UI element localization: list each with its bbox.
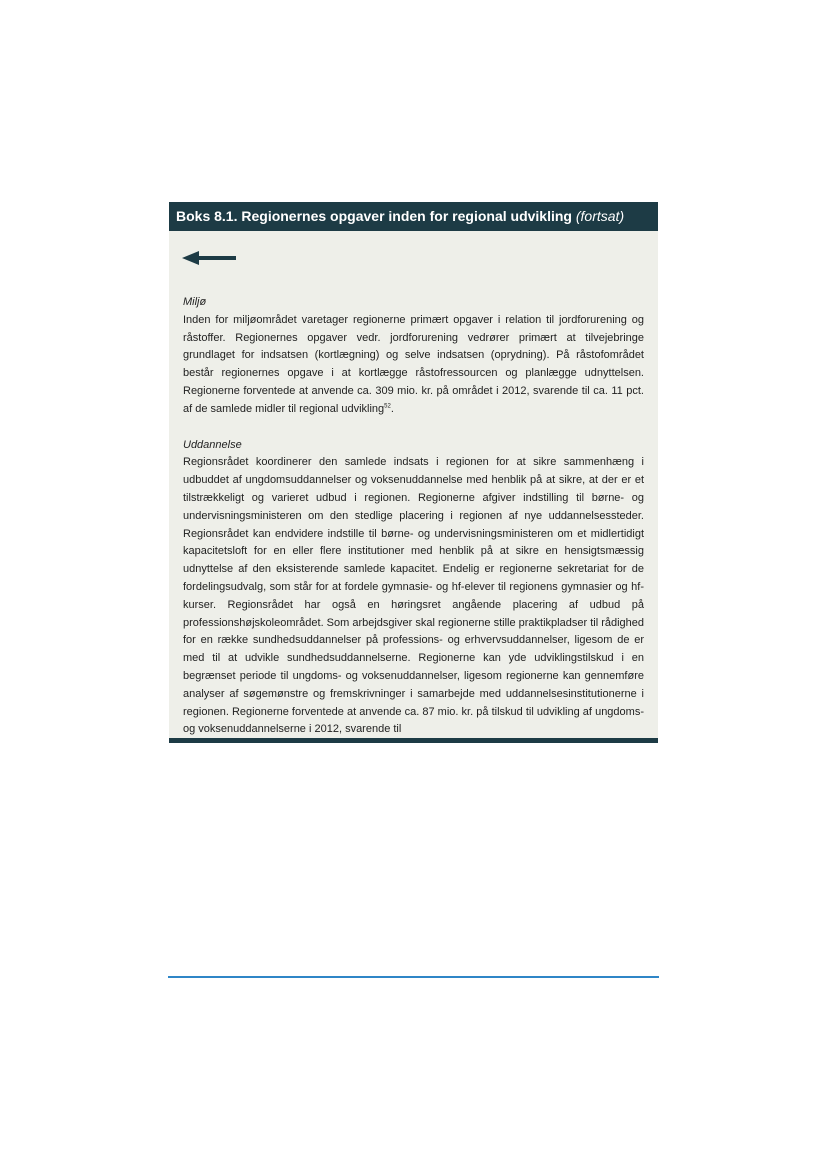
section-text-uddannelse: Regionsrådet koordinerer den samlede indsats i regionen for at sikre sammenhæng i udbuddet af ungdomsuddannelser og voksenuddannelse med henblik på at sikre, at der er et tilstrækkeligt og varieret udbud i regionen. Regionerne afgiver indstilling til børne- og undervisningsministeren om den stedlige placering i regionen af nye uddannelsessteder. Regionsrådet kan endvidere indstille til børne- og undervisningsministeren om et midlertidigt kapacitetsloft for en eller flere institutioner med henblik på at sikre en hensigtsmæssig udnyttelse af den eksisterende samlede kapacitet. Endelig er regionerne sekretariat for de fordelingsudvalg, som står for at fordele gymnasie- og hf-elever til regionens gymnasier og hf-kurser. Regionsrådet har også en høringsret angående placering af udbud på professionshøjskoleområdet. Som arbejdsgiver skal regionerne stille praktikpladser til rådighed for en række sundhedsuddannelser på professions- og erhvervsuddannelser, ligesom de er med til at udvikle sundhedsuddannelserne. Regionerne kan yde udviklingstilskud i en begrænset periode til ungdoms- og voksenuddannelser, ligesom regionerne kan gennemføre analyser af søgemønstre og fremskrivninger i samarbejde med uddannelsesinstitutionerne i regionen. Regionerne forventede at anvende ca. 87 mio. kr. på tilskud til udvikling af ungdoms- og voksenuddannelserne i 2012, svarende til [183, 456, 645, 736]
box-title-suffix: (fortsat) [575, 208, 625, 224]
arrow-left-icon [182, 250, 238, 266]
section-title-miljo: Miljø [183, 296, 207, 308]
footnote-ref: 52 [384, 403, 391, 410]
section-text-miljo-end: . [390, 402, 394, 415]
footer-rule [168, 976, 659, 978]
section-text-miljo [183, 312, 644, 419]
info-box [169, 202, 658, 743]
section-title-uddannelse: Uddannelse [183, 438, 242, 451]
box-header [169, 202, 658, 231]
box-content [183, 294, 644, 739]
box-title: Boks 8.1. Regionernes opgaver inden for regional udvikling [176, 208, 572, 224]
section-text-miljo-body: Inden for miljøområdet varetager regionerne primært opgaver i relation til jordforurening og råstoffer. Regionernes opgaver vedr. jordforurening vedrører primært at tilvejebringe grundlaget for indsatsen (kortlægning) og selve indsatsen (oprydning). På råstofområdet består regionernes opgave i at kortlægge råstofressourcen og planlægge udnyttelsen. Regionerne forventede at anvende ca. 309 mio. kr. på området i 2012, svarende til ca. 11 pct. af de samlede midler til regional udvikling [183, 313, 644, 415]
